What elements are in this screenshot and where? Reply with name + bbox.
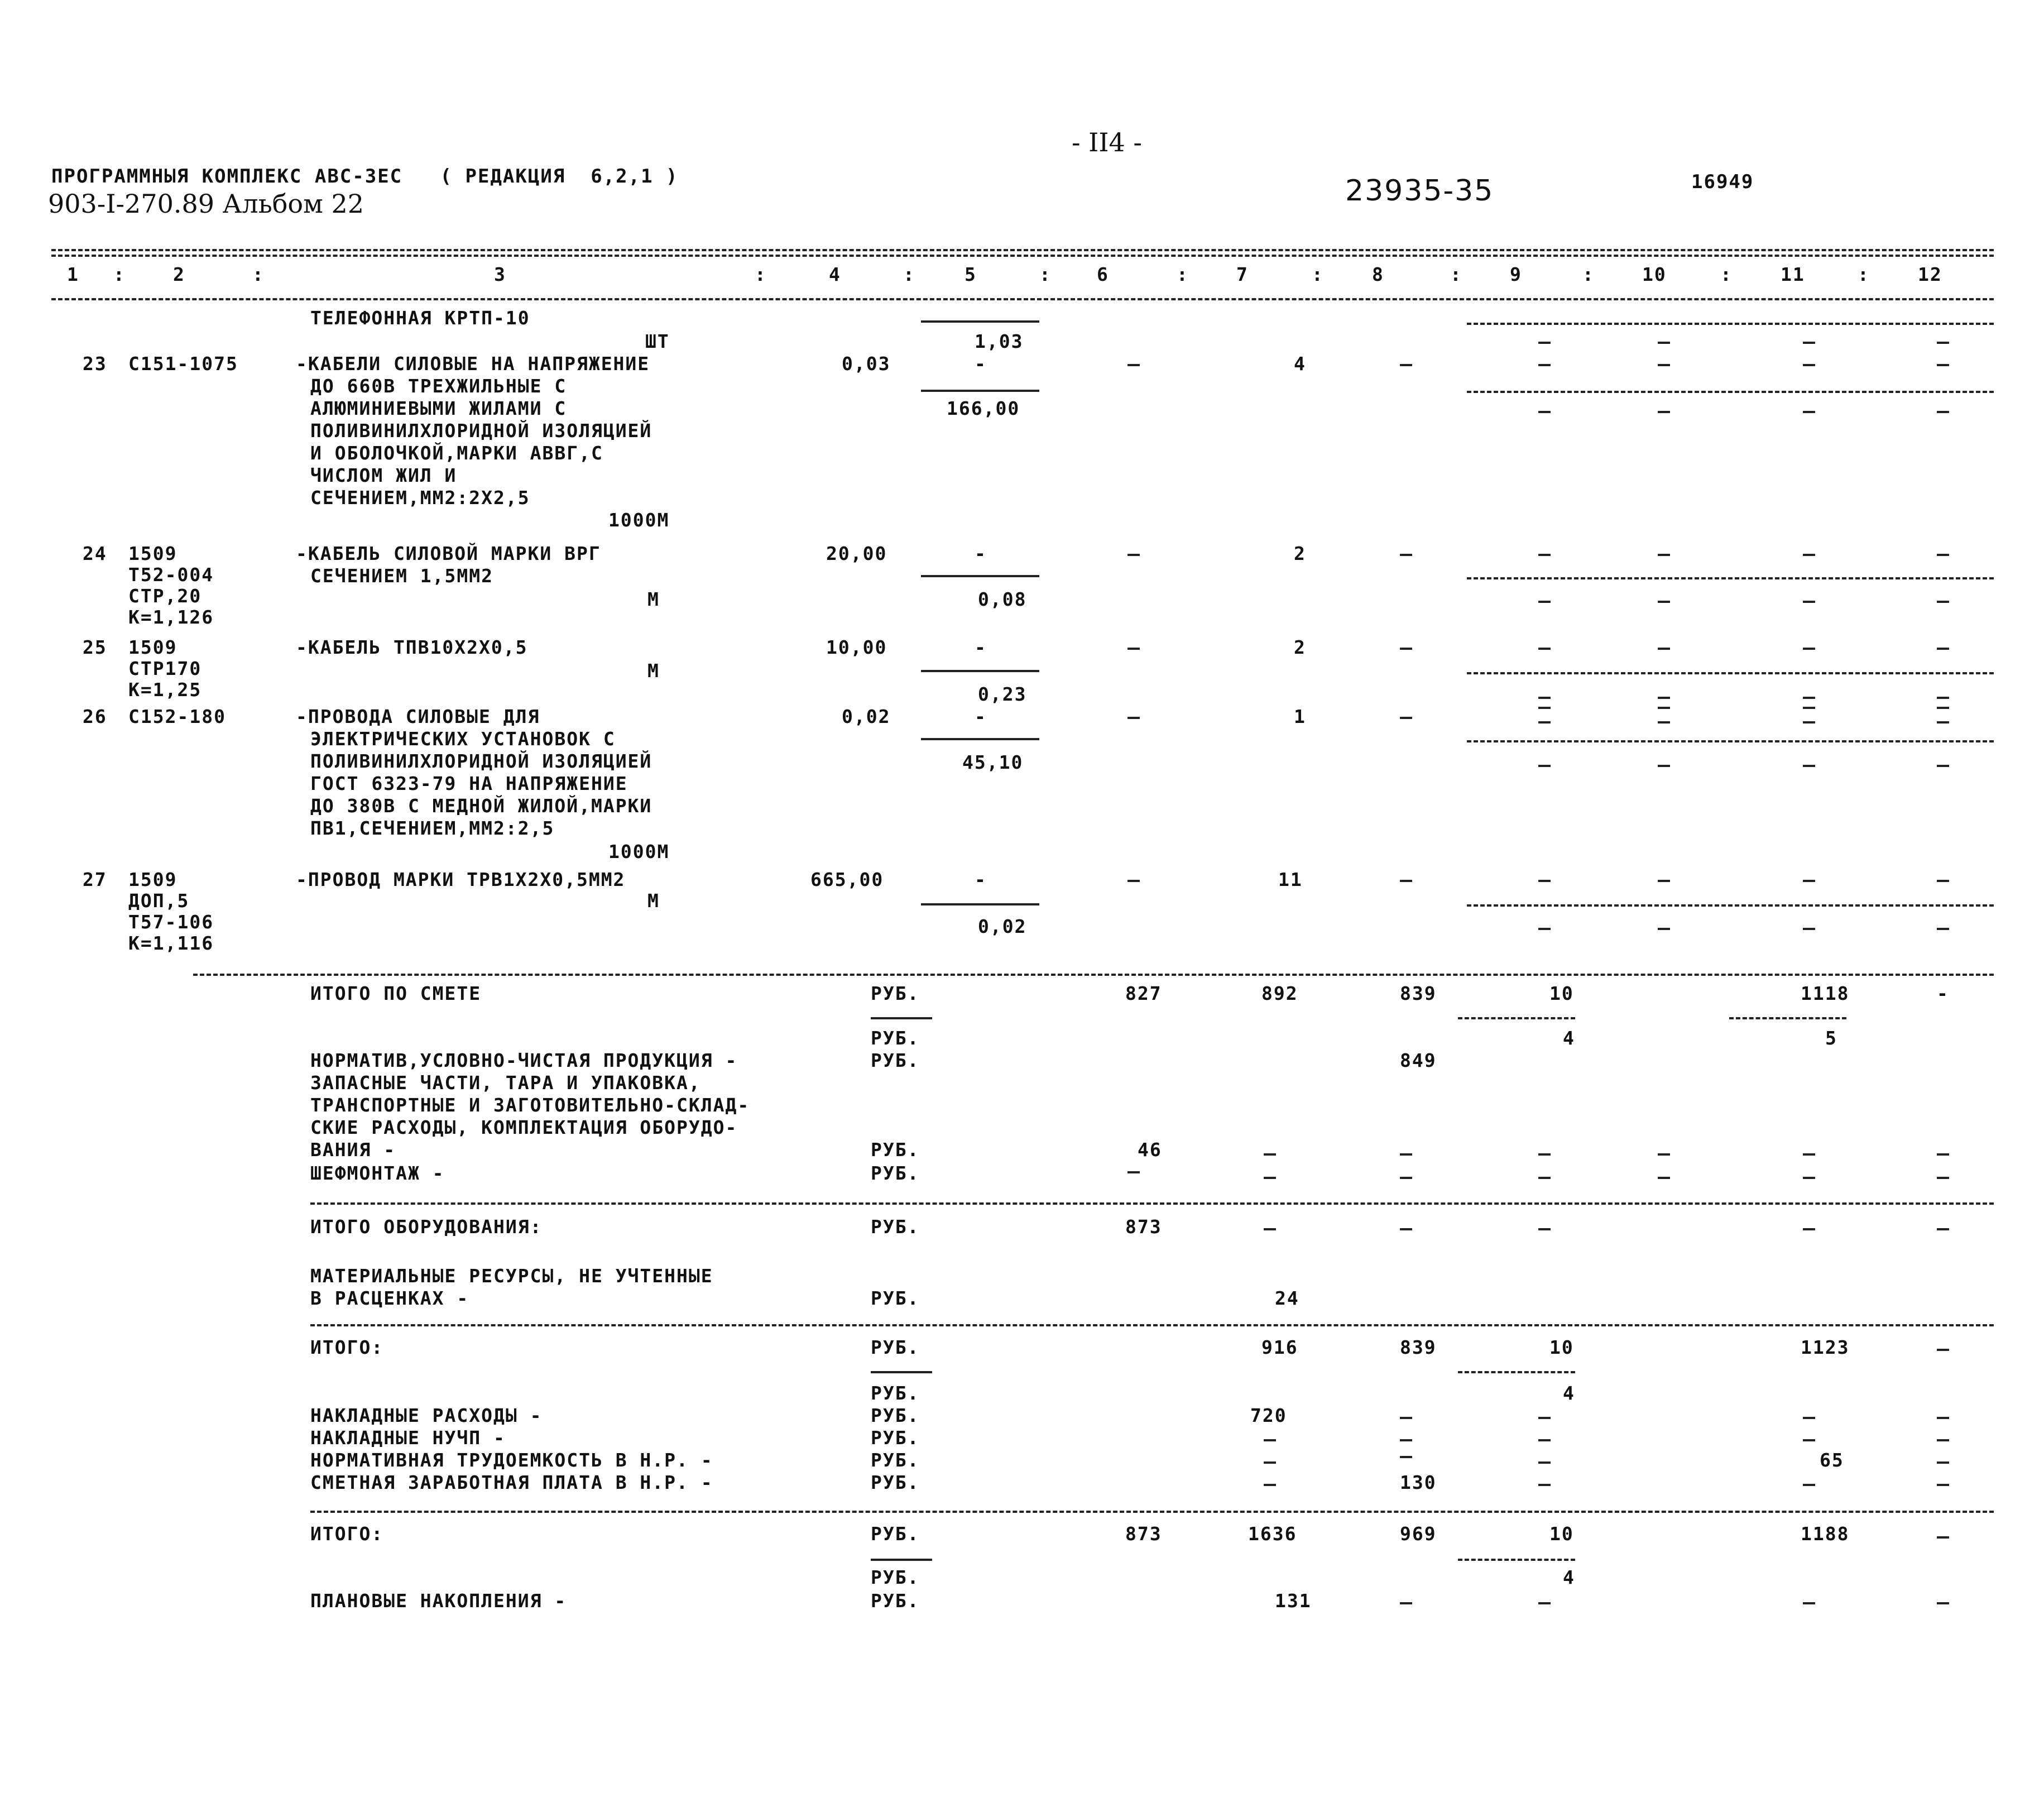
dash: [1264, 1461, 1276, 1464]
cell-col8: 839: [1400, 983, 1437, 1004]
cell-col8: 130: [1400, 1472, 1437, 1493]
row-description: АЛЮМИНИЕВЫМИ ЖИЛАМИ С: [310, 397, 567, 419]
summary-label: ЗАПАСНЫЕ ЧАСТИ, ТАРА И УПАКОВКА,: [310, 1072, 701, 1094]
row-code: Т57-106: [128, 911, 214, 933]
row-unit: М: [647, 660, 660, 682]
dash: [1400, 648, 1412, 650]
summary-unit: РУБ.: [871, 1336, 920, 1358]
row-description: ЧИСЛОМ ЖИЛ И: [310, 464, 457, 486]
cell-col7: 2: [1294, 636, 1306, 658]
cell-col5: 0,08: [978, 588, 1027, 610]
dash: [1127, 648, 1140, 650]
column-separators: :: [1582, 263, 1595, 285]
row-description: ДО 660В ТРЕХЖИЛЬНЫЕ С: [310, 375, 567, 397]
cell-col7: 11: [1278, 869, 1303, 890]
dash: [1937, 721, 1949, 723]
dash: [1658, 721, 1670, 723]
cell-col6: 46: [1138, 1139, 1162, 1161]
dash: [1400, 1602, 1412, 1604]
summary-label: НАКЛАДНЫЕ РАСХОДЫ -: [310, 1405, 543, 1426]
cell-col9: 4: [1563, 1566, 1575, 1588]
dash: [1538, 554, 1551, 556]
dash: [1400, 1177, 1412, 1179]
dash: [1937, 1484, 1949, 1486]
column-header: 1: [67, 263, 79, 285]
dash: [1803, 1228, 1815, 1230]
cell-col7: 720: [1250, 1405, 1287, 1426]
cell-col11: 5: [1825, 1027, 1837, 1049]
cell-col6: 873: [1125, 1216, 1162, 1238]
fraction-line: [921, 670, 1039, 672]
cell-col9: 4: [1563, 1382, 1575, 1404]
summary-label: СМЕТНАЯ ЗАРАБОТНАЯ ПЛАТА В Н.Р. -: [310, 1472, 713, 1493]
row-code: К=1,116: [128, 932, 214, 954]
dash: [1937, 342, 1949, 344]
summary-unit: РУБ.: [871, 1590, 920, 1612]
dash: [1127, 880, 1140, 882]
row-number: 27: [83, 869, 107, 890]
fraction-line: [871, 1559, 932, 1561]
summary-label: В РАСЦЕНКАХ -: [310, 1287, 469, 1309]
fraction-line: [871, 1017, 932, 1019]
cell-col9: 10: [1549, 983, 1574, 1004]
row-code: 1509: [128, 636, 177, 658]
dash: [1264, 1484, 1276, 1486]
dash: [1937, 411, 1949, 413]
cell-col5: -: [975, 353, 987, 375]
dash: [1937, 554, 1949, 556]
summary-unit: РУБ.: [871, 1523, 920, 1545]
row-code: СТР,20: [128, 585, 202, 607]
dash: [1937, 601, 1949, 603]
cell-col7: 2: [1294, 543, 1306, 564]
column-separators: :: [1720, 263, 1733, 285]
column-header: 7: [1236, 263, 1249, 285]
column-header: 10: [1642, 263, 1667, 285]
cell-col8: 969: [1400, 1523, 1437, 1545]
dash: [1803, 765, 1815, 767]
row-code: К=1,25: [128, 679, 202, 701]
cell-col7: 24: [1275, 1287, 1299, 1309]
dash: [1264, 1177, 1276, 1179]
dash: [1400, 1456, 1412, 1458]
row-code: Т52-004: [128, 564, 214, 586]
column-header: 8: [1372, 263, 1384, 285]
dash: [1803, 1153, 1815, 1156]
dash: [1538, 1439, 1551, 1441]
column-separators: :: [113, 263, 126, 285]
fraction-line: [871, 1371, 932, 1373]
dash: [1803, 928, 1815, 930]
stamp-number: 23935-35: [1345, 174, 1494, 208]
summary-label: ПЛАНОВЫЕ НАКОПЛЕНИЯ -: [310, 1590, 567, 1612]
dash: [1538, 765, 1551, 767]
cell-col8: 839: [1400, 1336, 1437, 1358]
dash: [1937, 928, 1949, 930]
column-header: 9: [1510, 263, 1522, 285]
dash: [1658, 364, 1670, 366]
dash: [1658, 697, 1670, 699]
cell-col6: 873: [1125, 1523, 1162, 1545]
summary-label: ИТОГО:: [310, 1523, 384, 1545]
dash: [1658, 342, 1670, 344]
row-quantity: 20,00: [826, 543, 887, 564]
dash: [1803, 721, 1815, 723]
summary-unit: РУБ.: [871, 1162, 920, 1184]
dash: [1400, 1417, 1412, 1419]
dash: [1658, 554, 1670, 556]
cell-col5: -: [975, 636, 987, 658]
cell-col9: 10: [1549, 1336, 1574, 1358]
program-title: ПРОГРАММНЫЯ КОМПЛЕКС АВС-ЗЕС ( РЕДАКЦИЯ 6,2,1 ): [51, 165, 679, 188]
dash: [1400, 1439, 1412, 1441]
fraction-line: [1458, 1559, 1575, 1561]
cell-col5: -: [975, 706, 987, 727]
cell-col7: 892: [1261, 983, 1298, 1004]
row-quantity: 665,00: [810, 869, 884, 890]
dash: [1803, 697, 1815, 699]
row-quantity: 0,03: [842, 353, 891, 375]
row-description: -ПРОВОД МАРКИ ТРВ1Х2Х0,5ММ2: [296, 869, 626, 890]
dash: [1803, 1439, 1815, 1441]
column-header: 11: [1781, 263, 1805, 285]
cell-col5: -: [975, 869, 987, 890]
dash: [1658, 928, 1670, 930]
dash: [1803, 648, 1815, 650]
dash: [1937, 1439, 1949, 1441]
column-separators: :: [1312, 263, 1324, 285]
dash: [1538, 1228, 1551, 1230]
dash: [1937, 1417, 1949, 1419]
summary-unit: РУБ.: [871, 1472, 920, 1493]
row-description: И ОБОЛОЧКОЙ,МАРКИ АВВГ,С: [310, 442, 603, 464]
dash: [1803, 554, 1815, 556]
dash: [1127, 364, 1140, 366]
fraction-line: [921, 903, 1039, 905]
fraction-line: [1467, 323, 1994, 325]
summary-unit: РУБ.: [871, 1287, 920, 1309]
dash: [1400, 1228, 1412, 1230]
summary-label: ШЕФМОНТАЖ -: [310, 1162, 445, 1184]
row-description: ПОЛИВИНИЛХЛОРИДНОЙ ИЗОЛЯЦИЕЙ: [310, 750, 652, 772]
summary-label: НОРМАТИВНАЯ ТРУДОЕМКОСТЬ В Н.Р. -: [310, 1449, 713, 1471]
row-code: С152-180: [128, 706, 226, 727]
dash: [1538, 342, 1551, 344]
dash: [1803, 1484, 1815, 1486]
dash: [1538, 1484, 1551, 1486]
dash: [1803, 707, 1815, 709]
column-separators: :: [252, 263, 265, 285]
dash: [1538, 721, 1551, 723]
summary-unit: РУБ.: [871, 1216, 920, 1238]
row-unit: ШТ: [645, 330, 670, 352]
cell-col9: 10: [1549, 1523, 1574, 1545]
fraction-line: [1467, 672, 1994, 674]
fraction-line: [1729, 1017, 1846, 1019]
summary-unit: РУБ.: [871, 1427, 920, 1449]
dash: [1400, 364, 1412, 366]
row-description: -КАБЕЛЬ ТПВ10Х2Х0,5: [296, 636, 528, 658]
dash: [1937, 1228, 1949, 1230]
cell-col5: -: [975, 543, 987, 564]
dash: [1658, 765, 1670, 767]
dash: [1264, 1439, 1276, 1441]
cell-col5: 0,23: [978, 683, 1027, 705]
summary-unit: РУБ.: [871, 1449, 920, 1471]
dash: [1658, 1177, 1670, 1179]
summary-unit: РУБ.: [871, 1566, 920, 1588]
row-description: СЕЧЕНИЕМ,ММ2:2Х2,5: [310, 487, 530, 509]
summary-label: ИТОГО ОБОРУДОВАНИЯ:: [310, 1216, 543, 1238]
section-rule: [310, 1511, 1994, 1513]
row-number: 23: [83, 353, 107, 375]
cell-col5: 166,00: [947, 397, 1020, 419]
row-unit: М: [647, 890, 660, 912]
cell-col9: 4: [1563, 1027, 1575, 1049]
dash: [1538, 648, 1551, 650]
cell-col11: 1123: [1801, 1336, 1850, 1358]
dash: [1937, 707, 1949, 709]
dash: [1658, 880, 1670, 882]
row-description: -ПРОВОДА СИЛОВЫЕ ДЛЯ: [296, 706, 540, 727]
cell-col8: 849: [1400, 1050, 1437, 1071]
row-code: 1509: [128, 543, 177, 564]
dash: [1658, 601, 1670, 603]
section-rule: [310, 1202, 1994, 1205]
dash: [1264, 1153, 1276, 1156]
cell-col7: 1636: [1248, 1523, 1297, 1545]
header-bottom-rule: [51, 298, 1994, 300]
column-separators: :: [1177, 263, 1189, 285]
fraction-line: [921, 320, 1039, 323]
dash: [1937, 880, 1949, 882]
cell-col7: 131: [1275, 1590, 1312, 1612]
dash: [1127, 1171, 1140, 1173]
summary-unit: РУБ.: [871, 1139, 920, 1161]
dash: [1937, 1349, 1949, 1351]
dash: [1937, 364, 1949, 366]
row-number: 26: [83, 706, 107, 727]
summary-label: МАТЕРИАЛЬНЫЕ РЕСУРСЫ, НЕ УЧТЕННЫЕ: [310, 1265, 713, 1287]
dash: [1400, 554, 1412, 556]
dash: [1538, 880, 1551, 882]
row-unit: 1000М: [608, 841, 670, 862]
column-separators: :: [755, 263, 767, 285]
row-code: ДОП,5: [128, 890, 190, 912]
column-header: 2: [173, 263, 185, 285]
row-quantity: 0,02: [842, 706, 891, 727]
document-number: 16949: [1691, 171, 1754, 193]
dash: [1538, 928, 1551, 930]
dash: [1803, 364, 1815, 366]
dash: [1538, 601, 1551, 603]
dash: [1658, 1153, 1670, 1156]
fraction-line: [1467, 904, 1994, 907]
section-rule: [310, 1324, 1994, 1326]
row-number: 25: [83, 636, 107, 658]
summary-label: НОРМАТИВ,УСЛОВНО-ЧИСТАЯ ПРОДУКЦИЯ -: [310, 1050, 738, 1071]
cell-col12: -: [1937, 983, 1949, 1004]
dash: [1937, 1177, 1949, 1179]
column-separators: :: [1039, 263, 1052, 285]
fraction-line: [921, 738, 1039, 740]
cell-col7: 4: [1294, 353, 1306, 375]
cell-col11: 1118: [1801, 983, 1850, 1004]
cell-col7: 1: [1294, 706, 1306, 727]
row-code: С151-1075: [128, 353, 238, 375]
dash: [1538, 697, 1551, 699]
row-unit: М: [647, 588, 660, 610]
fraction-line: [1467, 391, 1994, 393]
row-description: ЭЛЕКТРИЧЕСКИХ УСТАНОВОК С: [310, 728, 616, 750]
column-separators: :: [1450, 263, 1462, 285]
dash: [1803, 342, 1815, 344]
dash: [1937, 765, 1949, 767]
column-separators: :: [1858, 263, 1870, 285]
row-description: ДО 380В С МЕДНОЙ ЖИЛОЙ,МАРКИ: [310, 795, 652, 817]
summary-unit: РУБ.: [871, 1382, 920, 1404]
summary-label: ВАНИЯ -: [310, 1139, 396, 1161]
dash: [1937, 1153, 1949, 1156]
dash: [1538, 1461, 1551, 1464]
dash: [1538, 707, 1551, 709]
fraction-line: [1458, 1017, 1575, 1019]
summary-unit: РУБ.: [871, 983, 920, 1004]
row-number: 24: [83, 543, 107, 564]
row-description: -КАБЕЛИ СИЛОВЫЕ НА НАПРЯЖЕНИЕ: [296, 353, 650, 375]
dash: [1937, 1536, 1949, 1539]
fraction-line: [1458, 1371, 1575, 1373]
dash: [1538, 1177, 1551, 1179]
row-description: ПОЛИВИНИЛХЛОРИДНОЙ ИЗОЛЯЦИЕЙ: [310, 420, 652, 442]
dash: [1658, 648, 1670, 650]
row-description: -КАБЕЛЬ СИЛОВОЙ МАРКИ ВРГ: [296, 543, 601, 564]
dash: [1658, 707, 1670, 709]
column-header: 4: [829, 263, 841, 285]
dash: [1803, 1417, 1815, 1419]
dash: [1803, 601, 1815, 603]
cell-col5: 0,02: [978, 916, 1027, 937]
summary-unit: РУБ.: [871, 1405, 920, 1426]
column-separators: :: [903, 263, 915, 285]
column-header: 6: [1097, 263, 1109, 285]
dash: [1937, 1602, 1949, 1604]
cell-col5: 1,03: [975, 330, 1024, 352]
row-description: ПВ1,СЕЧЕНИЕМ,ММ2:2,5: [310, 817, 555, 839]
row-description: СЕЧЕНИЕМ 1,5ММ2: [310, 565, 494, 587]
summary-label: ИТОГО ПО СМЕТЕ: [310, 983, 482, 1004]
cell-col7: 916: [1261, 1336, 1298, 1358]
dash: [1400, 1153, 1412, 1156]
fraction-line: [1467, 577, 1994, 579]
dash: [1538, 1153, 1551, 1156]
row-code: 1509: [128, 869, 177, 890]
cell-col11: 1188: [1801, 1523, 1850, 1545]
summary-label: НАКЛАДНЫЕ НУЧП -: [310, 1427, 506, 1449]
section-rule: [193, 974, 1994, 976]
dash: [1803, 411, 1815, 413]
fraction-line: [921, 390, 1039, 392]
dash: [1803, 1177, 1815, 1179]
dash: [1400, 717, 1412, 719]
dash: [1400, 880, 1412, 882]
dash: [1803, 880, 1815, 882]
summary-unit: РУБ.: [871, 1050, 920, 1071]
dash: [1127, 554, 1140, 556]
dash: [1937, 648, 1949, 650]
column-header: 12: [1918, 263, 1942, 285]
summary-label: ИТОГО:: [310, 1336, 384, 1358]
dash: [1127, 717, 1140, 719]
dash: [1538, 364, 1551, 366]
page-number: - II4 -: [1072, 127, 1142, 157]
summary-label: СКИЕ РАСХОДЫ, КОМПЛЕКТАЦИЯ ОБОРУДО-: [310, 1116, 738, 1138]
fraction-line: [1467, 740, 1994, 742]
cell-col6: 827: [1125, 983, 1162, 1004]
section-title: ТЕЛЕФОННАЯ КРТП-10: [310, 307, 530, 329]
row-description: ГОСТ 6323-79 НА НАПРЯЖЕНИЕ: [310, 773, 628, 794]
summary-label: ТРАНСПОРТНЫЕ И ЗАГОТОВИТЕЛЬНО-СКЛАД-: [310, 1094, 750, 1116]
dash: [1538, 1602, 1551, 1604]
dash: [1937, 697, 1949, 699]
album-title: 903-I-270.89 Альбом 22: [48, 189, 364, 219]
column-header: 5: [965, 263, 977, 285]
header-top-rule-2: [51, 255, 1994, 257]
dash: [1937, 1461, 1949, 1464]
row-code: СТР170: [128, 658, 202, 679]
row-unit: 1000М: [608, 509, 670, 531]
dash: [1658, 411, 1670, 413]
dash: [1264, 1228, 1276, 1230]
fraction-line: [921, 575, 1039, 577]
column-header: 3: [494, 263, 506, 285]
summary-unit: РУБ.: [871, 1027, 920, 1049]
row-quantity: 10,00: [826, 636, 887, 658]
dash: [1803, 1602, 1815, 1604]
dash: [1538, 1417, 1551, 1419]
row-code: К=1,126: [128, 606, 214, 628]
cell-col5: 45,10: [962, 751, 1024, 773]
header-top-rule: [51, 249, 1994, 251]
cell-col11: 65: [1820, 1449, 1844, 1471]
dash: [1538, 411, 1551, 413]
